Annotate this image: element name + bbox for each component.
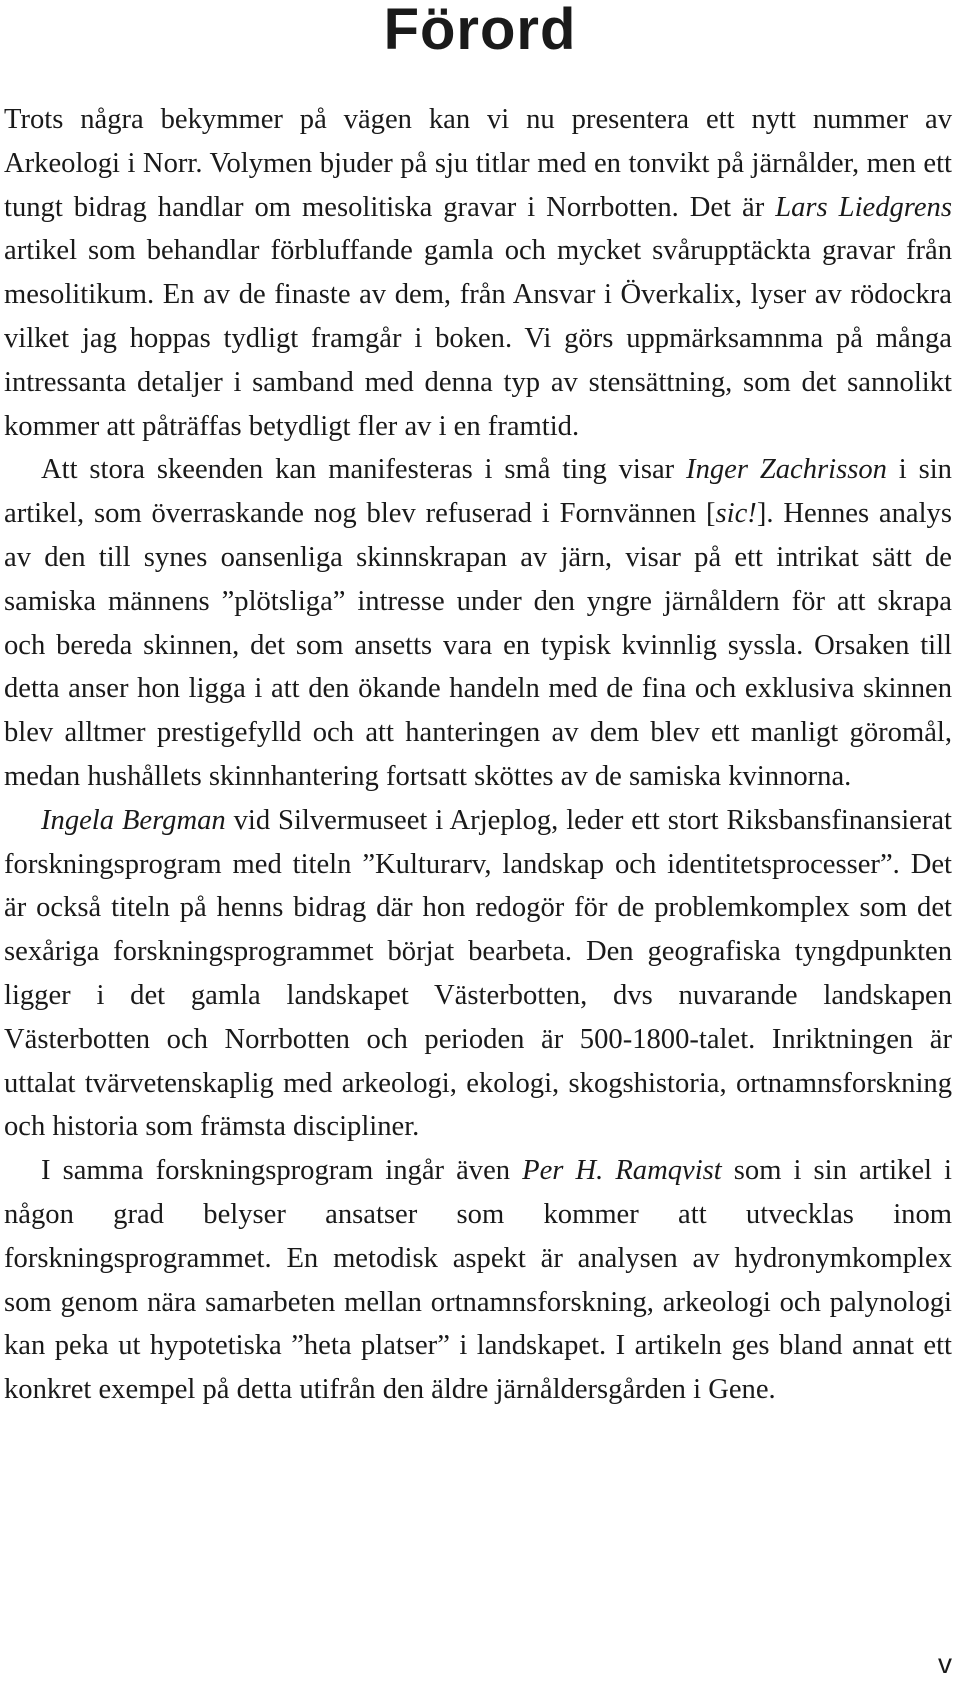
- italic-text: Inger Zachrisson: [686, 454, 887, 486]
- text-segment: artikel som behandlar förbluffande gamla och mycket svårupptäckta gravar från mesolitikum. En av de finaste av dem, från Ansvar i Överkalix, lyser av rödockra vilket jag hoppas tydligt framgår i boken. Vi görs uppmärksamnma på många intressanta detaljer i samband med denna typ av stensättning, som det sannolikt kommer att påträffas betydligt fler av i en framtid.: [4, 235, 952, 442]
- page-title: Förord: [383, 0, 577, 62]
- text-segment: Trots några bekymmer på vägen kan vi nu presentera ett nytt nummer av Arkeologi i Norr. Volymen bjuder på sju titlar med en tonvikt på järnålder, men ett tungt bidrag handlar om mesolitiska gravar i Norrbotten. Det är: [4, 104, 952, 223]
- text-segment: I samma forskningsprogram ingår även: [41, 1155, 523, 1187]
- italic-text: Ingela Bergman: [41, 804, 226, 836]
- italic-text: Per H. Ramqvist: [522, 1155, 722, 1187]
- paragraph: [4, 448, 952, 798]
- italic-text: sic!: [715, 498, 757, 530]
- text-segment: som i sin artikel i någon grad belyser ansatser som kommer att utvecklas inom forskningsprogrammet. En metodisk aspekt är analysen av hydronymkomplex som genom nära samarbeten mellan ortnamnsforskning, arkeologi och palynologi kan peka ut hypotetiska ”heta platser” i landskapet. I artikeln ges bland annat ett konkret exempel på detta utifrån den äldre järnåldersgården i Gene.: [4, 1155, 952, 1406]
- text-segment: i sin artikel, som överraskande nog blev refuserad i Fornvännen [: [4, 454, 952, 530]
- text-segment: vid Silvermuseet i Arjeplog, leder ett stort Riksbansfinansierat forskningsprogram med titeln ”Kulturarv, landskap och identitetsprocesser”. Det är också titeln på henns bidrag där hon redogör för de problemkomplex som det sexåriga forskningsprogrammet börjat bearbeta. Den geografiska tyngdpunkten ligger i det gamla landskapet Västerbotten, dvs nuvarande landskapen Västerbotten och Norrbotten och perioden är 500-1800-talet. Inriktningen är uttalat tvärvetenskaplig med arkeologi, ekologi, skogshistoria, ortnamnsforskning och historia som främsta discipliner.: [4, 804, 952, 1143]
- italic-text: Lars Liedgrens: [775, 191, 952, 223]
- body-text: [4, 98, 952, 1412]
- text-segment: ]. Hennes analys av den till synes oansenliga skinnskrapan av järn, visar på ett intrikat sätt de samiska männens ”plötsliga” intresse under den yngre järnåldern för att skrapa och bereda skinnen, det som ansetts vara en typisk kvinnlig syssla. Orsaken till detta anser hon ligga i att den ökande handeln med de fina och exklusiva skinnen blev alltmer prestigefylld och att hanteringen av dem blev ett manligt göromål, medan hushållets skinnhantering fortsatt sköttes av de samiska kvinnorna.: [4, 498, 952, 792]
- page-number: v: [938, 1648, 952, 1679]
- text-segment: Att stora skeenden kan manifesteras i små ting visar: [41, 454, 687, 486]
- paragraph: [4, 98, 952, 448]
- paragraph: [4, 799, 952, 1149]
- paragraph: [4, 1149, 952, 1412]
